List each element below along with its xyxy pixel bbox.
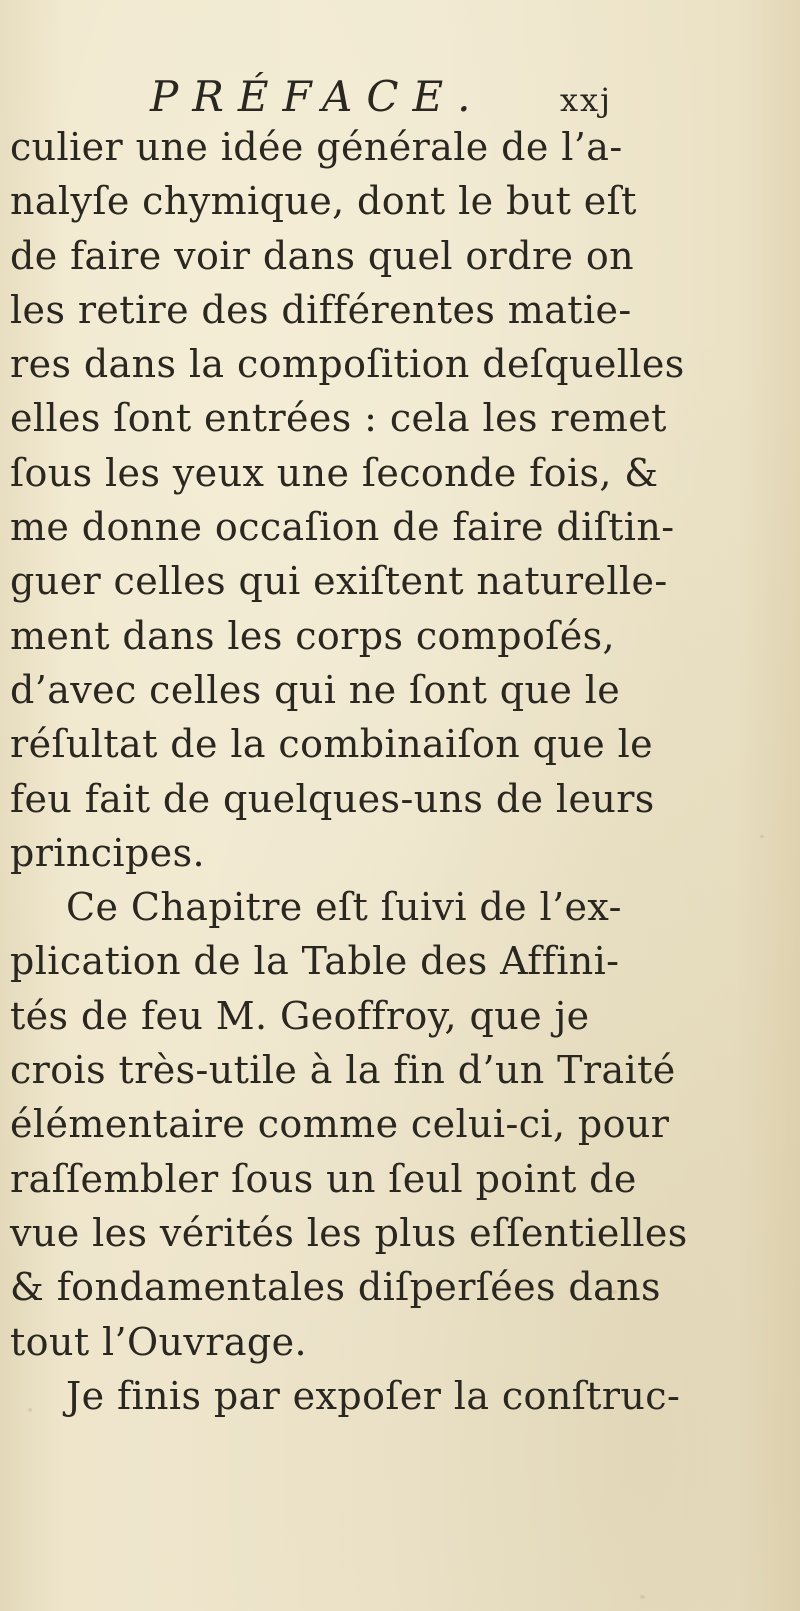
page-number: xxj bbox=[560, 81, 613, 119]
text-line: tout l’Ouvrage. bbox=[10, 1319, 308, 1364]
paragraph-start-line: Je finis par expoſer la conſtruc- bbox=[66, 1373, 681, 1418]
text-line: elles ſont entrées : cela les remet bbox=[10, 396, 667, 441]
text-line: me donne occaſion de faire diſtin- bbox=[10, 505, 675, 550]
text-line: élémentaire comme celui-ci, pour bbox=[10, 1102, 670, 1147]
text-line: raſſembler ſous un ſeul point de bbox=[10, 1156, 637, 1201]
paper-speck bbox=[760, 835, 764, 838]
text-line: & fondamentales diſperſées dans bbox=[10, 1265, 661, 1310]
text-line: principes. bbox=[10, 830, 205, 875]
text-line: réſultat de la combinaiſon que le bbox=[10, 722, 654, 767]
running-title: PRÉFACE. bbox=[150, 72, 485, 121]
text-line: crois très-utile à la fin d’un Traité bbox=[10, 1048, 676, 1093]
paper-speck bbox=[640, 1595, 645, 1599]
text-line: vue les vérités les plus eſſentielles bbox=[10, 1210, 688, 1255]
text-line: les retire des différentes matie- bbox=[10, 287, 632, 332]
text-line: res dans la compoſition deſquelles bbox=[10, 342, 685, 387]
text-line: plication de la Table des Affini- bbox=[10, 939, 620, 984]
text-line: culier une idée générale de l’a- bbox=[10, 125, 623, 169]
text-line: tés de feu M. Geoffroy, que je bbox=[10, 993, 590, 1038]
text-line: de faire voir dans quel ordre on bbox=[10, 233, 635, 278]
page-header bbox=[0, 72, 800, 122]
paragraph-start-line: Ce Chapitre eſt ſuivi de l’ex- bbox=[66, 885, 622, 930]
text-line: feu fait de quelques-uns de leurs bbox=[10, 776, 655, 821]
text-line: ſous les yeux une ſeconde fois, & bbox=[10, 450, 659, 495]
body-text bbox=[10, 120, 688, 1423]
text-line: nalyſe chymique, dont le but eſt bbox=[10, 179, 637, 224]
text-line: guer celles qui exiſtent naturelle- bbox=[10, 559, 668, 604]
text-line: d’avec celles qui ne ſont que le bbox=[10, 667, 621, 712]
text-line: ment dans les corps compoſés, bbox=[10, 613, 615, 658]
